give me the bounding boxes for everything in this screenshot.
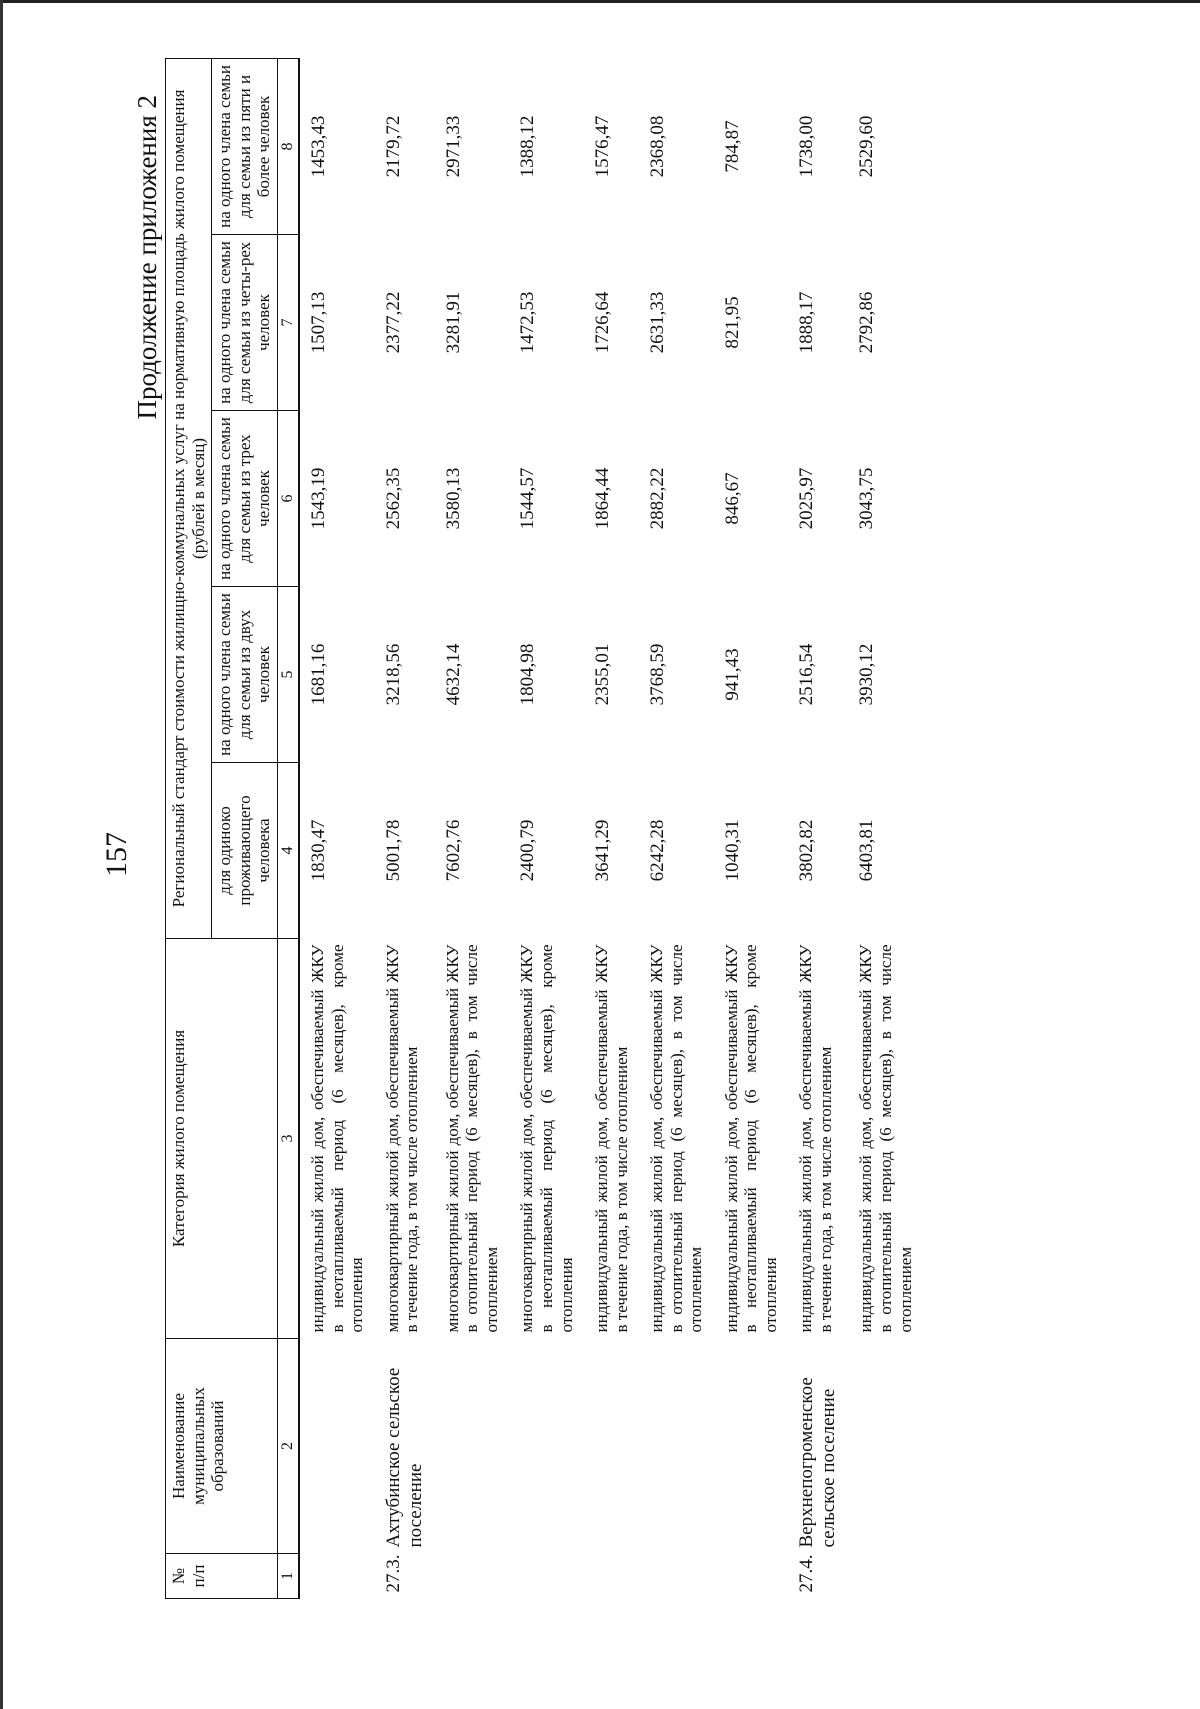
header-sub-2: на одного члена семьи для семьи из двух человек	[212, 587, 278, 763]
row-number	[639, 1554, 714, 1599]
value-family-3: 1543,19	[308, 467, 330, 530]
value-family-2: 3218,56	[382, 643, 404, 706]
value-family-3: 1864,44	[592, 467, 614, 530]
header-standard: Региональный стандарт стоимости жилищно-коммунальных услуг на нормативную площадь жилого помещения (рублей в месяц)	[166, 58, 212, 938]
value-single: 1040,31	[721, 819, 743, 882]
row-number	[848, 1554, 923, 1599]
header-index: 5	[277, 587, 299, 763]
municipality-name: Верхнепогроменское сельское поселение	[796, 1377, 840, 1548]
value-family-5plus: 1453,43	[308, 115, 330, 178]
value-family-5plus: 784,87	[721, 120, 743, 173]
table-row	[509, 58, 584, 1598]
housing-category: индивидуальный жилой дом, обеспечиваемый ЖКУ в неотапливаемый период (6 месяцев), кроме отопления	[308, 944, 367, 1333]
value-family-5plus: 1576,47	[592, 115, 614, 178]
municipality-name	[639, 1339, 714, 1554]
value-single: 6242,28	[647, 819, 669, 882]
value-family-4: 2792,86	[856, 291, 878, 354]
value-single: 3641,29	[592, 819, 614, 882]
value-family-2: 4632,14	[442, 643, 464, 706]
housing-category: многоквартирный жилой дом, обеспечиваемый ЖКУ в отопительный период (6 месяцев), в том числе отоплением	[442, 944, 501, 1333]
housing-category: индивидуальный жилой дом, обеспечиваемый ЖКУ в течение года, в том числе отоплением	[592, 944, 631, 1333]
table-row	[639, 58, 714, 1598]
municipality-name: Ахтубинское сельское поселение	[382, 1367, 426, 1548]
row-number	[714, 1554, 789, 1599]
value-family-5plus: 2179,72	[382, 115, 404, 178]
value-family-2: 2516,54	[796, 643, 818, 706]
housing-category: индивидуальный жилой дом, обеспечиваемый ЖКУ в отопительный период (6 месяцев), в том числе отоплением	[647, 944, 706, 1333]
header-sub-5: на одного члена семьи для семьи из пяти и более человек	[212, 58, 278, 234]
value-family-3: 3580,13	[442, 467, 464, 530]
value-single: 6403,81	[856, 819, 878, 882]
value-family-5plus: 1388,12	[517, 115, 539, 178]
page-number: 157	[100, 832, 133, 877]
value-family-3: 846,67	[721, 472, 743, 525]
appendix-title: Продолжение приложения 2	[132, 95, 162, 420]
value-single: 7602,76	[442, 819, 464, 882]
row-number	[299, 1554, 375, 1599]
table-row	[584, 58, 639, 1598]
value-family-2: 1804,98	[517, 643, 539, 706]
value-family-4: 1888,17	[796, 291, 818, 354]
value-family-4: 2631,33	[647, 291, 669, 354]
header-index: 2	[277, 1339, 299, 1554]
value-family-2: 1681,16	[308, 643, 330, 706]
header-num: № п/п	[166, 1554, 278, 1599]
header-index: 7	[277, 235, 299, 411]
value-family-4: 3281,91	[442, 291, 464, 354]
value-family-3: 2882,22	[647, 467, 669, 530]
municipality-name	[584, 1339, 639, 1554]
header-sub-4: на одного члена семьи для семьи из четы-рех человек	[212, 235, 278, 411]
value-single: 3802,82	[796, 819, 818, 882]
table-row	[848, 58, 923, 1598]
value-family-4: 2377,22	[382, 291, 404, 354]
value-family-2: 941,43	[721, 648, 743, 701]
municipality-name	[714, 1339, 789, 1554]
header-sub-3: на одного члена семьи для семьи из трех человек	[212, 411, 278, 587]
municipality-name	[848, 1339, 923, 1554]
header-index: 6	[277, 411, 299, 587]
value-single: 5001,78	[382, 819, 404, 882]
value-family-4: 821,95	[721, 296, 743, 349]
housing-category: многоквартирный жилой дом, обеспечиваемый ЖКУ в течение года, в том числе отоплением	[382, 944, 422, 1333]
table-row	[299, 58, 375, 1598]
value-single: 2400,79	[517, 819, 539, 882]
header-index-row	[277, 58, 299, 1598]
municipality-name	[299, 1339, 375, 1554]
row-number: 27.3.	[382, 1554, 404, 1593]
row-number	[435, 1554, 510, 1599]
header-index: 1	[277, 1554, 299, 1599]
value-family-5plus: 2529,60	[856, 115, 878, 178]
table-row	[435, 58, 510, 1598]
value-family-2: 3768,59	[647, 643, 669, 706]
value-family-2: 3930,12	[856, 643, 878, 706]
header-index: 8	[277, 58, 299, 234]
row-number	[509, 1554, 584, 1599]
value-family-2: 2355,01	[592, 643, 614, 706]
value-family-4: 1507,13	[308, 291, 330, 354]
value-family-3: 3043,75	[856, 467, 878, 530]
header-index: 3	[277, 939, 299, 1339]
table-row	[714, 58, 789, 1598]
row-number: 27.4.	[796, 1554, 818, 1593]
housing-category: многоквартирный жилой дом, обеспечиваемый ЖКУ в неотапливаемый период (6 месяцев), кроме отопления	[517, 944, 576, 1333]
housing-category: индивидуальный жилой дом, обеспечиваемый ЖКУ в отопительный период (6 месяцев), в том числе отоплением	[856, 944, 915, 1333]
municipality-name	[435, 1339, 510, 1554]
value-family-4: 1726,64	[592, 291, 614, 354]
header-name: Наименование муниципальных образований	[166, 1339, 278, 1554]
header-sub-1: для одиноко проживающего человека	[212, 763, 278, 939]
value-family-5plus: 2368,08	[647, 115, 669, 178]
value-family-3: 2025,97	[796, 467, 818, 530]
header-category: Категория жилого помещения	[166, 939, 278, 1339]
standards-table	[165, 58, 923, 1599]
housing-category: индивидуальный жилой дом, обеспечиваемый ЖКУ в неотапливаемый период (6 месяцев), кроме отопления	[721, 944, 780, 1333]
value-family-5plus: 1738,00	[796, 115, 818, 178]
value-family-4: 1472,53	[517, 291, 539, 354]
value-family-3: 2562,35	[382, 467, 404, 530]
municipality-name	[509, 1339, 584, 1554]
table-row	[788, 58, 848, 1598]
value-family-5plus: 2971,33	[442, 115, 464, 178]
row-number	[584, 1554, 639, 1599]
table-row	[375, 58, 435, 1598]
header-index: 4	[277, 763, 299, 939]
value-family-3: 1544,57	[517, 467, 539, 530]
housing-category: индивидуальный жилой дом, обеспечиваемый ЖКУ в течение года, в том числе отоплением	[796, 944, 835, 1333]
value-single: 1830,47	[308, 819, 330, 882]
